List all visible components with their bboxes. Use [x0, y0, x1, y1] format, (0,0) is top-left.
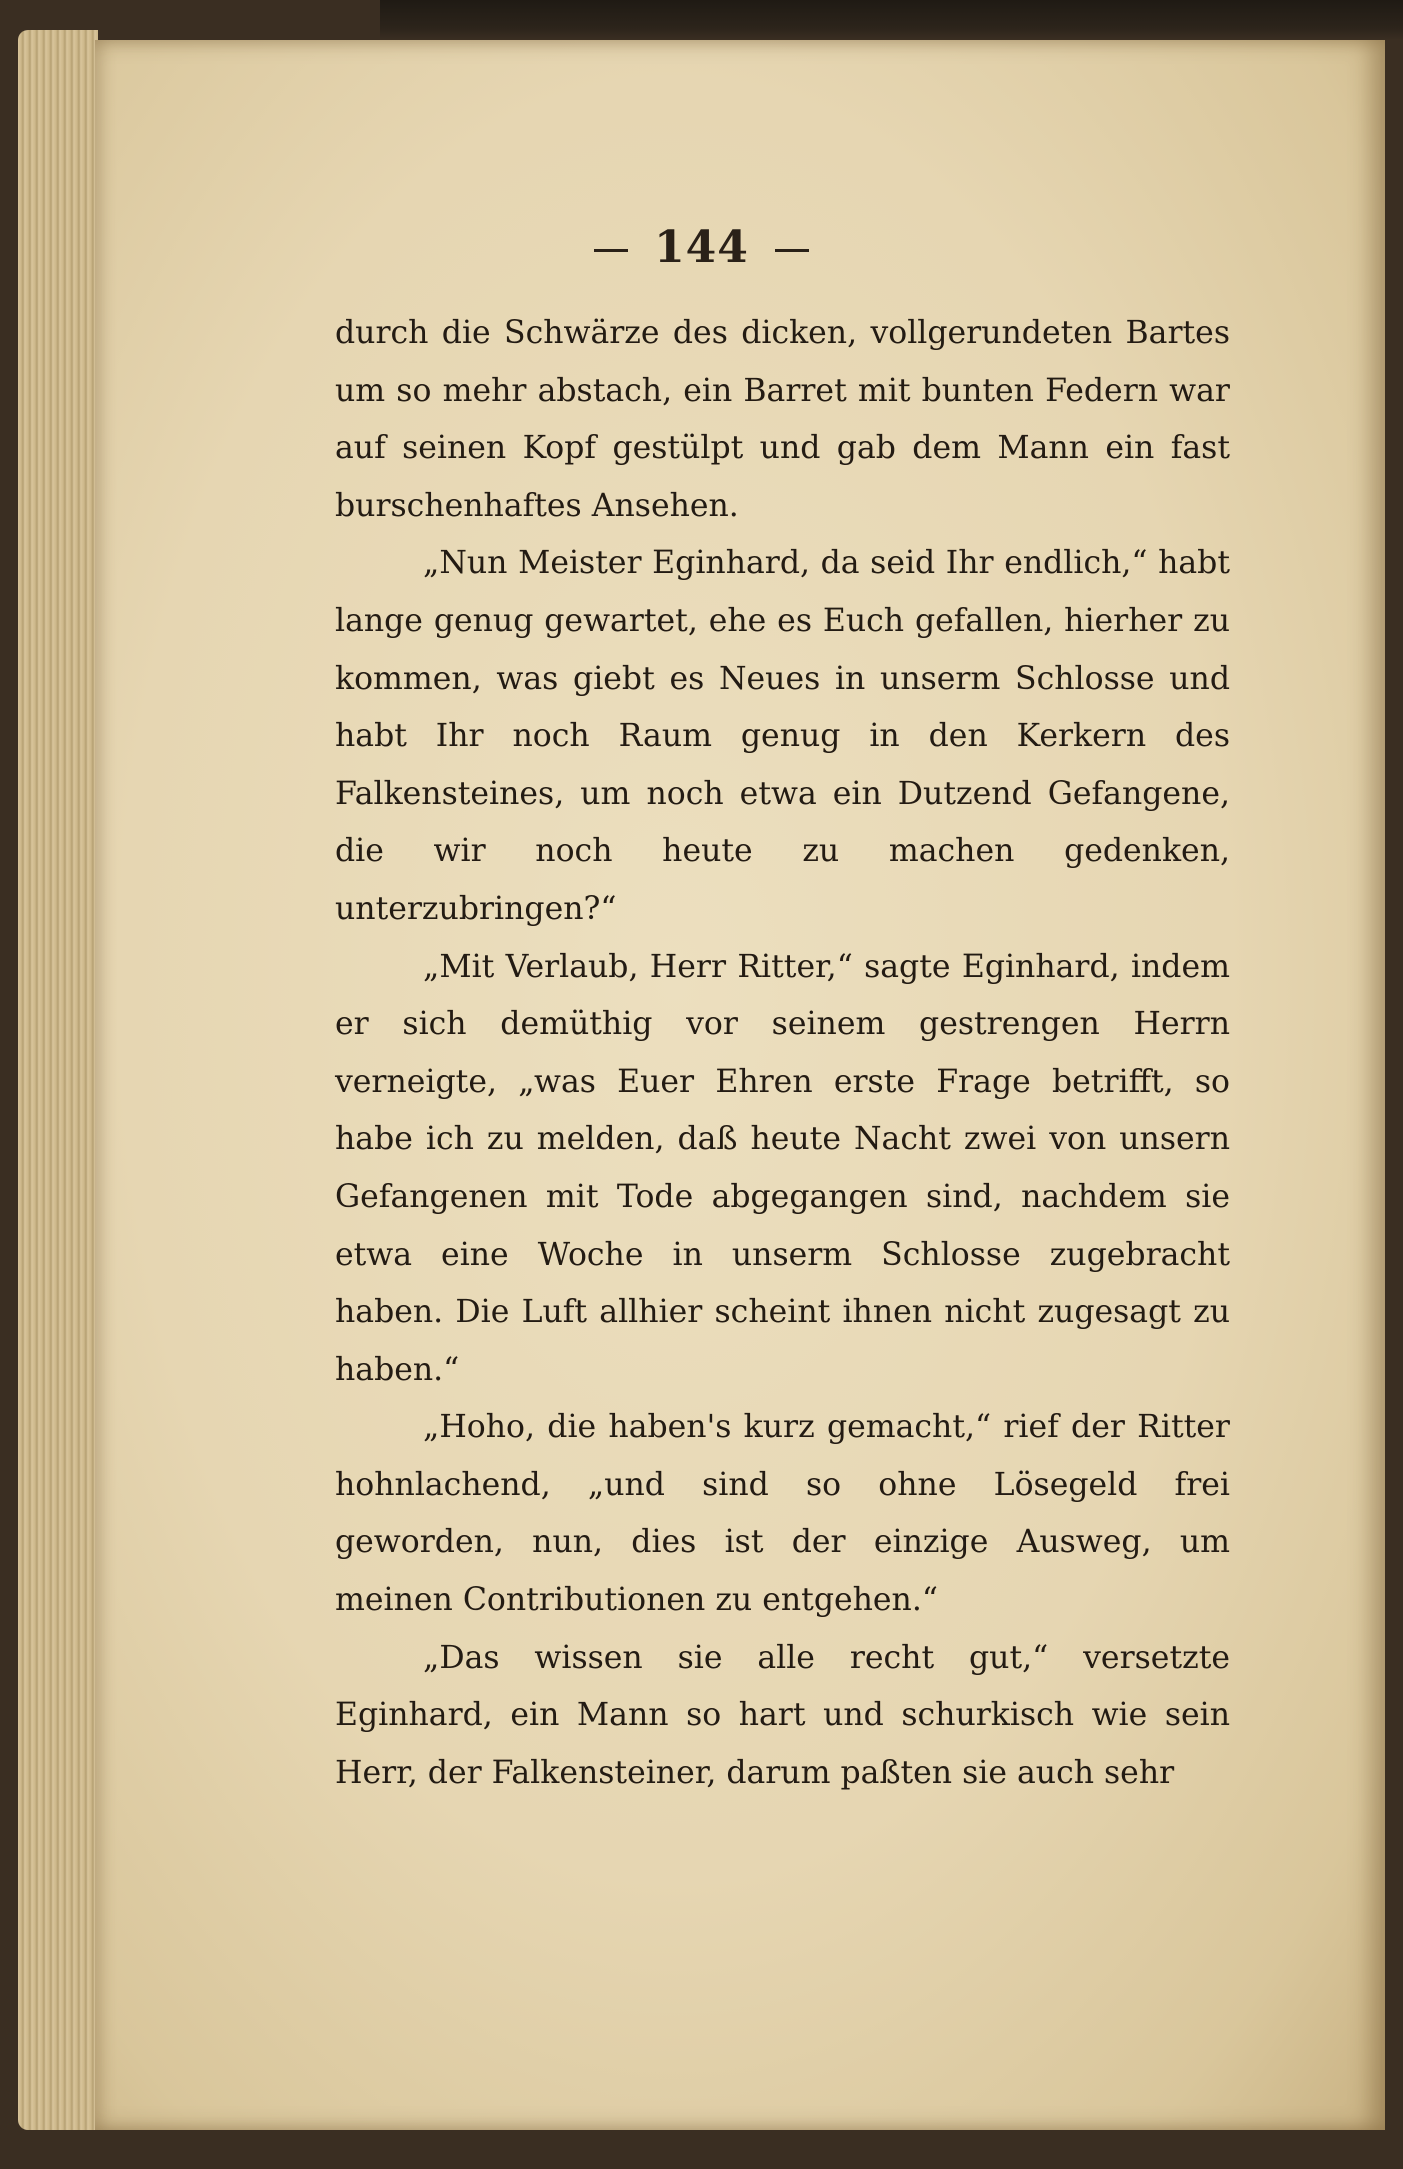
- page-number: 144: [654, 222, 749, 273]
- page-edges: [18, 30, 98, 2130]
- paragraph: „Mit Verlaub, Herr Ritter,“ sagte Eginhard, indem er sich demüthig vor seinem gestrengen Herrn verneigte, „was Euer Ehren erste Frage betrifft, so habe ich zu melden, daß heute Nacht zwei von unsern Gefangenen mit Tode abgegangen sind, nachdem sie etwa eine Woche in unserm Schlosse zugebracht haben. Die Luft allhier scheint ihnen nicht zugesagt zu haben.“: [335, 948, 1230, 1388]
- paragraph: „Nun Meister Eginhard, da seid Ihr endlich,“ habt lange genug gewartet, ehe es Euch gefallen, hierher zu kommen, was giebt es Neues in unserm Schlosse und habt Ihr noch Raum genug in den Kerkern des Falkensteines, um noch etwa ein Dutzend Gefangene, die wir noch heute zu machen gedenken, unterzubringen?“: [335, 545, 1230, 927]
- page-header: [0, 222, 1403, 273]
- header-dash-left: [594, 249, 628, 252]
- paragraph: „Das wissen sie alle recht gut,“ versetzte Eginhard, ein Mann so hart und schurkisch wie sein Herr, der Falkensteiner, darum paßten sie auch sehr: [335, 1639, 1230, 1791]
- paragraph: „Hoho, die haben's kurz gemacht,“ rief der Ritter hohnlachend, „und sind so ohne Lösegeld frei geworden, nun, dies ist der einzige Ausweg, um meinen Contributionen zu entgehen.“: [335, 1409, 1230, 1619]
- header-dash-right: [775, 249, 809, 252]
- paragraph: durch die Schwärze des dicken, vollgerundeten Bartes um so mehr abstach, ein Barret mit bunten Federn war auf seinen Kopf gestülpt und gab dem Mann ein fast burschenhaftes Ansehen.: [335, 315, 1230, 524]
- body-text: [335, 305, 1230, 1802]
- binding-shadow: [380, 0, 1403, 40]
